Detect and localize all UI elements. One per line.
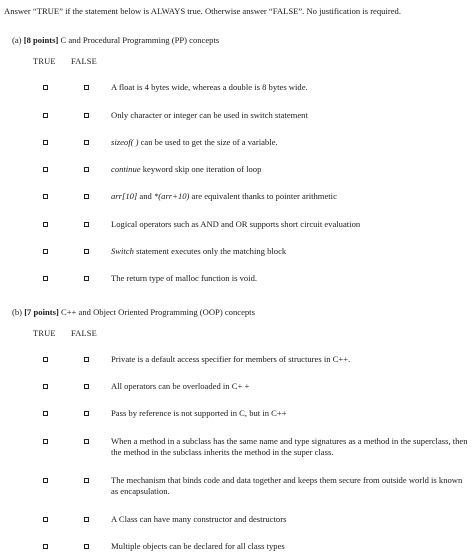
false-checkbox[interactable] bbox=[84, 517, 89, 522]
true-checkbox[interactable] bbox=[43, 544, 48, 549]
statement-rest: can be used to get the size of a variable. bbox=[138, 137, 278, 147]
statement-text: When a method in a subclass has the same name and type signatures as a method in the superclass, then the method in the subclass inherits the method in the super class. bbox=[111, 436, 468, 457]
false-checkbox[interactable] bbox=[84, 85, 89, 90]
section-a-false-header: FALSE bbox=[71, 57, 97, 66]
statement-keyword: Switch bbox=[111, 246, 134, 256]
false-checkbox[interactable] bbox=[84, 357, 89, 362]
statement-text bbox=[111, 137, 469, 148]
statement-keyword: continue bbox=[111, 164, 141, 174]
false-checkbox[interactable] bbox=[84, 384, 89, 389]
statement-text: A float is 4 bytes wide, whereas a double is 8 bytes wide. bbox=[111, 82, 308, 92]
true-checkbox[interactable] bbox=[43, 167, 48, 172]
section-a-true-header: TRUE bbox=[33, 57, 56, 66]
statement-keyword: *(arr+10) bbox=[154, 191, 190, 201]
true-checkbox[interactable] bbox=[43, 222, 48, 227]
true-checkbox[interactable] bbox=[43, 357, 48, 362]
true-checkbox[interactable] bbox=[43, 478, 48, 483]
section-a-header bbox=[12, 35, 219, 46]
false-checkbox[interactable] bbox=[84, 113, 89, 118]
false-checkbox[interactable] bbox=[84, 222, 89, 227]
statement-text: A Class can have many constructor and destructors bbox=[111, 514, 287, 524]
false-checkbox[interactable] bbox=[84, 249, 89, 254]
statement-rest: are equivalent thanks to pointer arithmetic bbox=[189, 191, 337, 201]
statement-rest: keyword skip one iteration of loop bbox=[140, 164, 262, 174]
false-checkbox[interactable] bbox=[84, 140, 89, 145]
false-checkbox[interactable] bbox=[84, 478, 89, 483]
false-checkbox[interactable] bbox=[84, 194, 89, 199]
instructions-text: Answer “TRUE” if the statement below is ALWAYS true. Otherwise answer “FALSE”. No justification is required. bbox=[4, 6, 401, 16]
statement-text: Multiple objects can be declared for all class types bbox=[111, 541, 285, 551]
statement-connector: and bbox=[137, 191, 154, 201]
statement-keyword: arr[10] bbox=[111, 191, 138, 201]
section-b-true-header: TRUE bbox=[33, 329, 56, 338]
section-b-header bbox=[12, 307, 255, 318]
true-checkbox[interactable] bbox=[43, 517, 48, 522]
statement-text: Only character or integer can be used in switch statement bbox=[111, 110, 308, 120]
section-b-false-header: FALSE bbox=[71, 329, 97, 338]
true-checkbox[interactable] bbox=[43, 85, 48, 90]
true-checkbox[interactable] bbox=[43, 249, 48, 254]
statement-text: All operators can be overloaded in C+ + bbox=[111, 381, 250, 391]
section-b-prefix: (b) bbox=[12, 307, 23, 317]
false-checkbox[interactable] bbox=[84, 167, 89, 172]
true-checkbox[interactable] bbox=[43, 384, 48, 389]
statement-keyword: sizeof( ) bbox=[111, 137, 139, 147]
statement-text: Private is a default access specifier for members of structures in C++. bbox=[111, 354, 351, 364]
statement-text bbox=[111, 164, 469, 175]
false-checkbox[interactable] bbox=[84, 276, 89, 281]
section-a-title: C and Procedural Programming (PP) concepts bbox=[60, 35, 220, 45]
true-checkbox[interactable] bbox=[43, 140, 48, 145]
statement-text bbox=[111, 191, 469, 202]
statement-text: The mechanism that binds code and data together and keeps them secure from outside world is known as encapsulation. bbox=[111, 475, 463, 496]
statement-rest: statement executes only the matching block bbox=[133, 246, 287, 256]
true-checkbox[interactable] bbox=[43, 194, 48, 199]
true-checkbox[interactable] bbox=[43, 439, 48, 444]
statement-text: Pass by reference is not supported in C, but in C++ bbox=[111, 408, 287, 418]
true-checkbox[interactable] bbox=[43, 411, 48, 416]
statement-text bbox=[111, 246, 469, 257]
statement-text: The return type of malloc function is void. bbox=[111, 273, 258, 283]
statement-text: Logical operators such as AND and OR supports short circuit evaluation bbox=[111, 219, 361, 229]
section-b-points: [7 points] bbox=[24, 307, 59, 317]
false-checkbox[interactable] bbox=[84, 411, 89, 416]
true-checkbox[interactable] bbox=[43, 113, 48, 118]
false-checkbox[interactable] bbox=[84, 544, 89, 549]
section-b-title: C++ and Object Oriented Programming (OOP) concepts bbox=[60, 307, 255, 317]
section-a-prefix: (a) bbox=[12, 35, 22, 45]
section-a-points: [8 points] bbox=[23, 35, 59, 45]
false-checkbox[interactable] bbox=[84, 439, 89, 444]
true-checkbox[interactable] bbox=[43, 276, 48, 281]
